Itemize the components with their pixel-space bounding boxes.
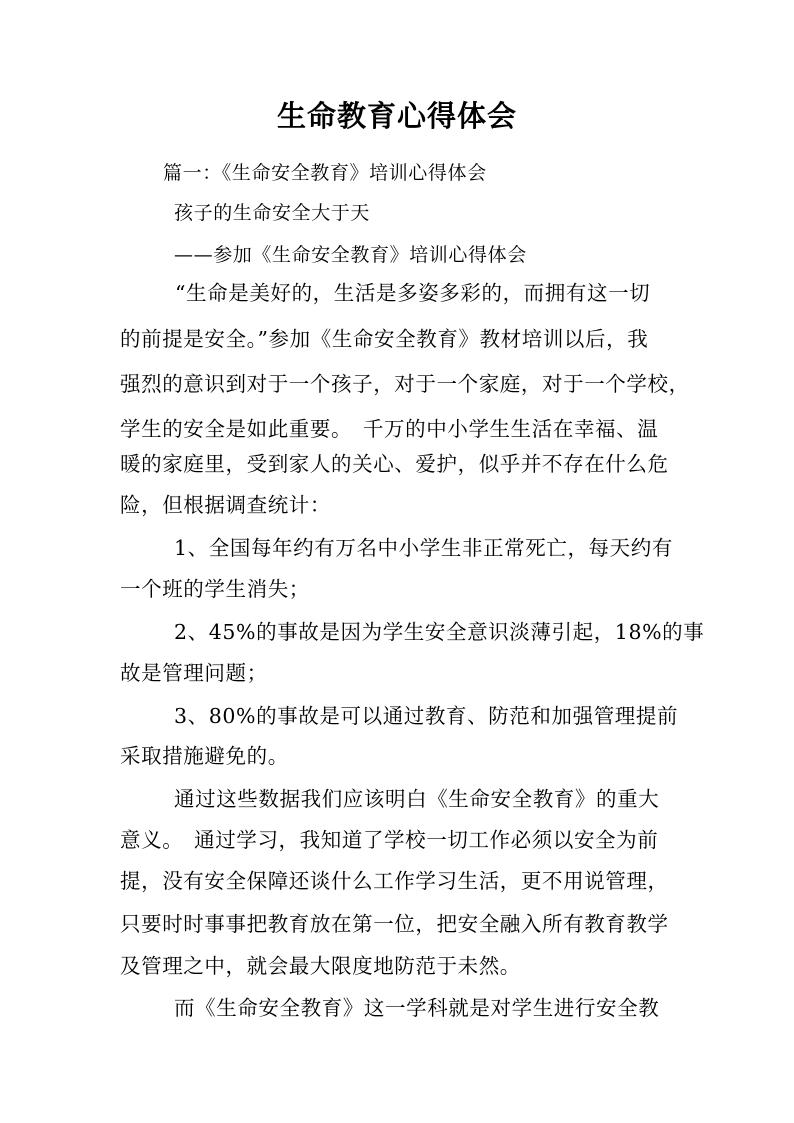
paragraph-line: 只要时时事事把教育放在第一位，把安全融入所有教育教学 (120, 912, 669, 936)
paragraph-line: 而《生命安全教育》这一学科就是对学生进行安全教 (174, 996, 660, 1020)
list-item-continuation: 一个班的学生消失； (120, 577, 310, 601)
list-item-continuation: 故是管理问题； (120, 661, 268, 685)
paragraph-line: 通过这些数据我们应该明白《生命安全教育》的重大 (174, 787, 660, 811)
paragraph-line: 及管理之中，就会最大限度地防范于未然。 (120, 954, 521, 978)
paragraph-line: 提，没有安全保障还谈什么工作学习生活，更不用说管理， (120, 869, 669, 893)
paragraph-line: 意义。 通过学习，我知道了学校一切工作必须以安全为前 (120, 828, 659, 852)
paragraph-line: 的前提是安全。”参加《生命安全教育》教材培训以后，我 (120, 327, 649, 351)
article-title: 孩子的生命安全大于天 (174, 202, 371, 224)
section-heading: 篇一：《生命安全教育》培训心得体会 (163, 162, 487, 184)
paragraph-line: 险，但根据调查统计： (120, 493, 331, 517)
list-item: 1、全国每年约有万名中小学生非正常死亡，每天约有 (174, 536, 673, 560)
article-subtitle: ——参加《生命安全教育》培训心得体会 (174, 244, 527, 266)
list-item: 3、80%的事故是可以通过教育、防范和加强管理提前 (174, 704, 679, 728)
paragraph-line: 暖的家庭里，受到家人的关心、爱护，似乎并不存在什么危 (120, 452, 669, 476)
paragraph-line: “生命是美好的，生活是多姿多彩的，而拥有这一切 (175, 281, 651, 305)
document-title: 生命教育心得体会 (276, 99, 517, 133)
list-item-continuation: 采取措施避免的。 (120, 744, 289, 768)
paragraph-line: 学生的安全是如此重要。 千万的中小学生生活在幸福、温 (120, 417, 659, 441)
paragraph-line: 强烈的意识到对于一个孩子，对于一个家庭，对于一个学校， (120, 372, 690, 396)
list-item: 2、45%的事故是因为学生安全意识淡薄引起，18%的事 (174, 620, 705, 644)
